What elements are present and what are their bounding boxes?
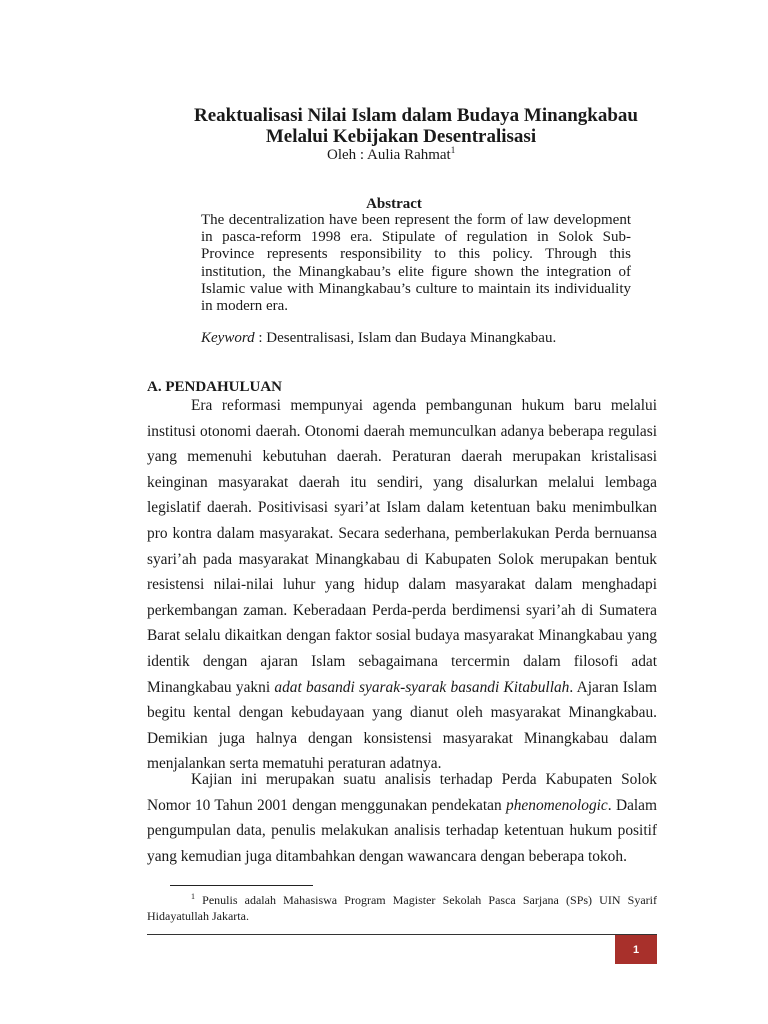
footnote-text: Penulis adalah Mahasiswa Program Magister Sekolah Pasca Sarjana (SPs) UIN Syarif Hidayatullah Jakarta. [147, 893, 657, 923]
keyword-label: Keyword [201, 330, 255, 346]
abstract-heading: Abstract [366, 196, 422, 212]
author-name: Oleh : Aulia Rahmat [327, 147, 451, 163]
footnote-mark: 1 [191, 892, 195, 901]
title-line-2: Melalui Kebijakan Desentralisasi [265, 126, 537, 147]
footnote-divider [170, 885, 313, 886]
page-number-badge: 1 [615, 935, 657, 964]
title-line-1: Reaktualisasi Nilai Islam dalam Budaya Minangkabau [194, 105, 638, 126]
keyword-text: : Desentralisasi, Islam dan Budaya Minangkabau. [254, 330, 557, 346]
philosophy-quote: adat basandi syarak-syarak basandi Kitabullah [274, 678, 570, 696]
section-heading: A. PENDAHULUAN [147, 379, 282, 395]
author-footnote-mark: 1 [450, 145, 456, 155]
paragraph-2: Kajian ini merupakan suatu analisis terhadap Perda Kabupaten Solok Nomor 10 Tahun 2001 dengan menggunakan pendekatan phenomenologic. Dalam pengumpulan data, penulis melakukan analisis terhadap ketentuan hukum positif yang kemudian juga ditambahkan dengan wawancara dengan beberapa tokoh. [147, 771, 657, 865]
author-line [327, 145, 455, 164]
keyword-line [201, 330, 556, 347]
paragraph-1: Era reformasi mempunyai agenda pembangunan hukum baru melalui institusi otonomi daerah. Otonomi daerah memunculkan adanya beberapa regulasi yang memenuhi kebutuhan daerah. Peraturan daerah merupakan kristalisasi keinginan masyarakat daerah itu sendiri, yang disalurkan melalui lembaga legislatif daerah. Positivisasi syari’at Islam dalam ketentuan baku menimbulkan pro kontra dalam masyarakat. Secara sederhana, pemberlakukan Perda bernuansa syari’ah pada masyarakat Minangkabau di Kabupaten Solok merupakan bentuk resistensi nilai-nilai luhur yang hidup dalam masyarakat dalam menghadapi perkembangan zaman. Keberadaan Perda-perda berdimensi syari’ah di Sumatera Barat selalu dikaitkan dengan faktor sosial budaya masyarakat Minangkabau yang identik dengan ajaran Islam sebagaimana tercermin dalam filosofi adat Minangkabau yakni adat basandi syarak-syarak basandi Kitabullah. Ajaran Islam begitu kental dengan kebudayaan yang dianut oleh masyarakat Minangkabau. Demikian juga halnya dengan konsistensi masyarakat Minangkabau dalam menjalankan serta mematuhi peraturan adatnya. [147, 397, 657, 773]
footnote [147, 889, 657, 924]
abstract-text: The decentralization have been represent the form of law development in pasca-reform 1998 era. Stipulate of regulation in Solok Sub-Province represents responsibility to this policy. Through this institution, the Minangkabau’s elite figure shown the integration of Islamic value with Minangkabau’s culture to maintain its individuality in modern era. [201, 212, 631, 315]
page-footer-rule [147, 934, 657, 935]
method-term: phenomenologic [506, 796, 608, 814]
